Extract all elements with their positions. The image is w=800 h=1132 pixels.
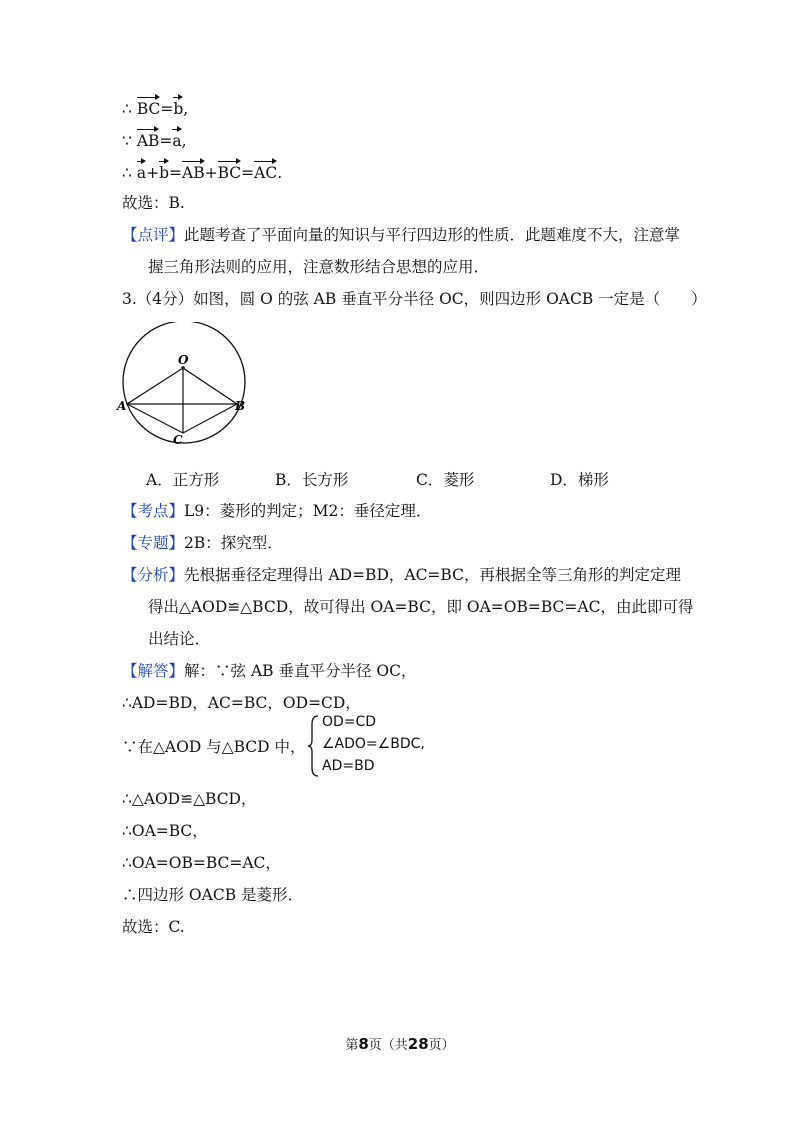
jieda-step-2: ∵在△AOD 与△BCD 中， [122, 738, 306, 756]
jieda-line-1: 【解答】解：∵弦 AB 垂直平分半径 OC， [122, 662, 417, 680]
label-c: C [173, 433, 183, 447]
kaodian-tag: 【考点】 [122, 502, 185, 520]
derivation-line-1: ∴ BC=b, [122, 96, 188, 120]
option-b[interactable]: B．长方形 [275, 471, 349, 489]
vector-a: a [172, 128, 181, 152]
zhuanti-line: 【专题】2B：探究型． [122, 534, 283, 552]
comment-tag: 【点评】 [122, 226, 185, 244]
system-eq-2: ∠ADO=∠BDC, [322, 736, 425, 752]
vector-ab: AB [137, 128, 160, 152]
option-a[interactable]: A．正方形 [146, 471, 220, 489]
jieda-step-1: ∴AD=BD，AC=BC，OD=CD， [122, 694, 361, 712]
jieda-step-6: ∴四边形 OACB 是菱形． [122, 886, 304, 904]
total-pages: 28 [407, 1035, 429, 1053]
fenxi-tag: 【分析】 [122, 566, 185, 584]
system-eq-1: OD=CD [322, 714, 377, 730]
current-page: 8 [358, 1035, 369, 1053]
derivation-line-3: ∴ a+b=AB+BC=AC. [122, 160, 282, 184]
zhuanti-tag: 【专题】 [122, 534, 185, 552]
answer-line-prev: 故选：B. [122, 194, 185, 212]
option-d[interactable]: D．梯形 [550, 471, 609, 489]
fenxi-line-2: 得出△AOD≌△BCD，故可得出 OA=BC，即 OA=OB=BC=AC，由此即可得 [148, 598, 694, 616]
question-text: 3.（4分）如图，圆 O 的弦 AB 垂直平分半径 OC，则四边形 OACB 一定是（ ） [122, 290, 707, 308]
fenxi-line-1: 【分析】先根据垂径定理得出 AD=BD，AC=BC，再根据全等三角形的判定定理 [122, 566, 681, 584]
derivation-line-2: ∵ AB=a, [122, 128, 187, 152]
label-a: A [117, 399, 127, 413]
left-brace-icon [308, 714, 320, 778]
page-footer: 第8页（共28页） [345, 1035, 455, 1053]
jieda-answer: 故选：C. [122, 918, 185, 936]
fenxi-line-3: 出结论． [148, 630, 211, 648]
vector-b: b [173, 96, 183, 120]
jieda-step-5: ∴OA=OB=BC=AC， [122, 854, 281, 872]
comment-line-1: 【点评】此题考查了平面向量的知识与平行四边形的性质．此题难度不大，注意掌 [122, 226, 681, 244]
comment-line-2: 握三角形法则的应用，注意数形结合思想的应用． [148, 258, 490, 276]
jieda-tag: 【解答】 [122, 662, 185, 680]
circle-figure [114, 322, 254, 447]
jieda-step-4: ∴OA=BC， [122, 822, 208, 840]
system-eq-3: AD=BD [322, 758, 375, 774]
kaodian-line: 【考点】L9：菱形的判定；M2：垂径定理． [122, 502, 432, 520]
label-o: O [178, 353, 189, 367]
label-b: B [235, 399, 246, 413]
vector-bc: BC [137, 96, 161, 120]
jieda-step-3: ∴△AOD≌△BCD， [122, 790, 257, 808]
option-c[interactable]: C．菱形 [416, 471, 475, 489]
